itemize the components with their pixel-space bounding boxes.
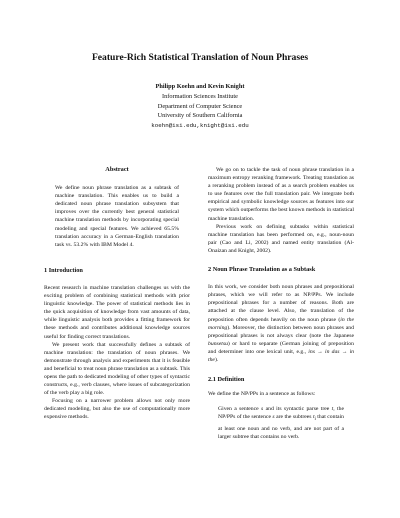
subsection-heading-definition: 2.1 Definition bbox=[208, 376, 245, 384]
paragraph: Focusing on a narrower problem allows not only more dedicated modeling, but also the use of computationally more expensive methods. bbox=[44, 398, 190, 421]
author-block bbox=[0, 82, 400, 131]
paragraph: We go on to tackle the task of noun phrase translation in a maximum entropy reranking framework. Treating translation as a reranking problem instead of as a search problem enables us to use features over the full translation pair. We integrate both empirical and symbolic knowledge sources as features into our system which outperforms the best known methods in statistical machine translation. bbox=[208, 167, 354, 222]
right-column bbox=[208, 166, 354, 441]
affiliation-line: Department of Computer Science bbox=[157, 102, 243, 110]
paragraph: Previous work on defining subtasks within statistical machine translation has been performed on, e.g., noun-noun pair (Cao and Li, 2002) and named entity translation (Al-Onaizan and Knight, 2002). bbox=[208, 223, 354, 254]
paper-title: Feature-Rich Statistical Translation of Noun Phrases bbox=[91, 52, 309, 63]
affiliation-line: University of Southern California bbox=[157, 112, 243, 120]
paragraph: Recent research in machine translation challenges us with the exciting problem of combining statistical methods with prior linguistic knowledge. The power of statistical methods lies in the quick acquisition of knowledge from vast amounts of data, while linguistic analysis both provides a fitting framework for these methods and contributes additional knowledge sources useful for finding correct translations. bbox=[44, 284, 190, 340]
author-names: Philipp Koehn and Kevin Knight bbox=[155, 83, 245, 90]
paragraph: We present work that successfully defines a subtask of machine translation: the translation of noun phrases. We demonstrate through analysis and experiments that it is feasible and beneficial to treat noun phrase translation as a subtask. This opens the path to dedicated modeling of other types of syntactic constructs, e.g., verb clauses, where issues of subcategorization of the verb play a big role. bbox=[44, 341, 190, 397]
affiliation-line: Information Sciences Institute bbox=[162, 92, 238, 100]
section-heading-introduction: 1 Introduction bbox=[44, 266, 83, 274]
paragraph: In this work, we consider both noun phrases and prepositional phrases, which we will refer to as NP/PPs. We include prepositional phrases for a number of reasons. Both are attached at the clause level. Also, the translation of the preposition often depends heavily on the noun phrase (in the morning). Moreover, the distinction between noun phrases and prepositional phrases is not always clear (note the Japanese bunsetsu) or hard to separate (German joining of preposition and determiner into one lexical unit, e.g., ins → in das → in the). bbox=[208, 284, 355, 363]
definition-text: Given a sentence s and its syntactic parse tree t, the NP/PPs of the sentence s are the subtrees $t_i$ that contain at least one noun and no verb, and are not part of a larger subtree that contains no verb. bbox=[218, 406, 345, 440]
author-email: koehn@isi.edu,knight@isi.edu bbox=[151, 122, 249, 130]
definition-block bbox=[208, 405, 354, 441]
abstract bbox=[44, 184, 190, 249]
abstract-text: We define noun phrase translation as a subtask of machine translation. This enables us to build a dedicated noun phrase translation subsystem that improves over the currently best general statistical machine translation methods by incorporating special modeling and special features. We achieved 65.5% translation accuracy in a German-English translation task vs. 53.2% with IBM Model 4. bbox=[55, 185, 179, 248]
left-column bbox=[44, 166, 190, 422]
abstract-heading: Abstract bbox=[105, 166, 129, 173]
section-heading-subtask: 2 Noun Phrase Translation as a Subtask bbox=[208, 266, 316, 274]
paragraph: We define the NP/PPs in a sentence as follows: bbox=[208, 391, 316, 398]
